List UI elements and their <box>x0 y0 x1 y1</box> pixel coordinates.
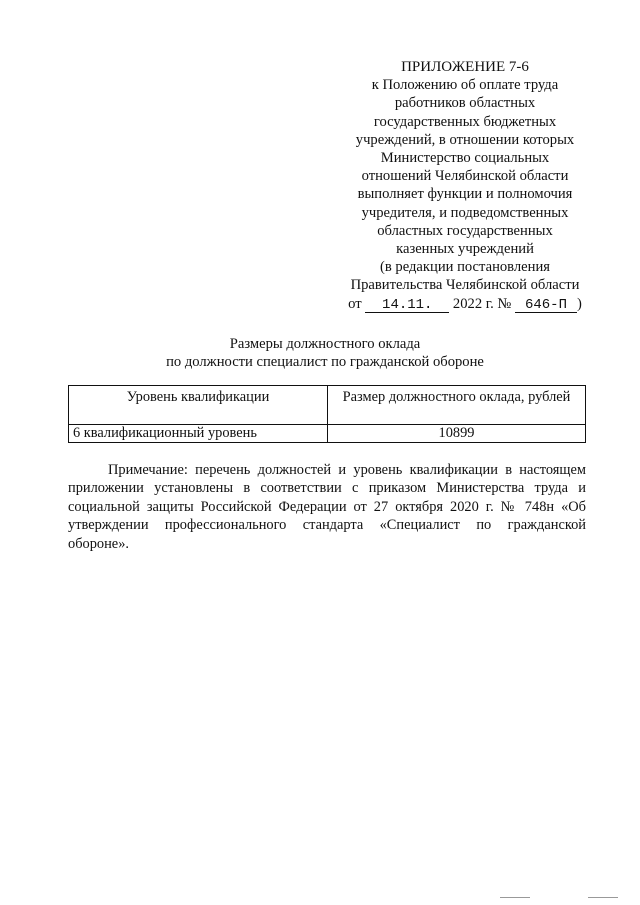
appendix-line: казенных учреждений <box>396 241 534 258</box>
document-heading <box>60 335 590 371</box>
cell-qualification-level: 6 квалификационный уровень <box>69 425 328 443</box>
table-row <box>69 425 586 443</box>
column-header-qualification: Уровень квалификации <box>69 386 328 425</box>
resolution-date: 14.11. <box>365 298 449 313</box>
table-header-row <box>69 386 586 425</box>
scan-marks <box>500 896 620 900</box>
appendix-line: отношений Челябинской области <box>361 168 569 185</box>
resolution-date-line <box>330 295 600 313</box>
column-header-salary: Размер должностного оклада, рублей <box>328 386 586 425</box>
note-text: Примечание: перечень должностей и уровень квалификации в настоящем приложении установлены в соответствии с приказом Министерства труда и социальной защиты Российской Федерации от 27 октября 2020 г. № 748н «Об утверждении профессионального стандарта «Специалист по гражданской обороне». <box>68 462 586 552</box>
heading-line-1: Размеры должностного оклада <box>229 336 421 352</box>
resolution-number: 646-П <box>515 298 577 313</box>
appendix-line: работников областных <box>394 95 536 112</box>
cell-salary-value: 10899 <box>328 425 586 443</box>
salary-table <box>68 385 586 443</box>
appendix-header <box>330 58 600 313</box>
closing-paren: ) <box>576 295 582 312</box>
date-prefix: от <box>348 295 362 312</box>
appendix-line: государственных бюджетных <box>373 113 557 130</box>
appendix-line: Министерство социальных <box>380 150 550 167</box>
appendix-line: учредителя, и подведомственных <box>361 204 569 221</box>
appendix-line: областных государственных <box>377 222 553 239</box>
appendix-line: учреждений, в отношении которых <box>355 131 575 148</box>
appendix-title: ПРИЛОЖЕНИЕ 7-6 <box>401 59 529 75</box>
appendix-line: к Положению об оплате труда <box>371 77 559 94</box>
note-block <box>68 461 586 553</box>
appendix-line: (в редакции постановления <box>380 259 550 276</box>
year-text: 2022 г. № <box>452 295 512 312</box>
appendix-line: Правительства Челябинской области <box>350 277 580 294</box>
heading-line-2: по должности специалист по гражданской обороне <box>166 354 484 371</box>
appendix-line: выполняет функции и полномочия <box>357 186 573 203</box>
